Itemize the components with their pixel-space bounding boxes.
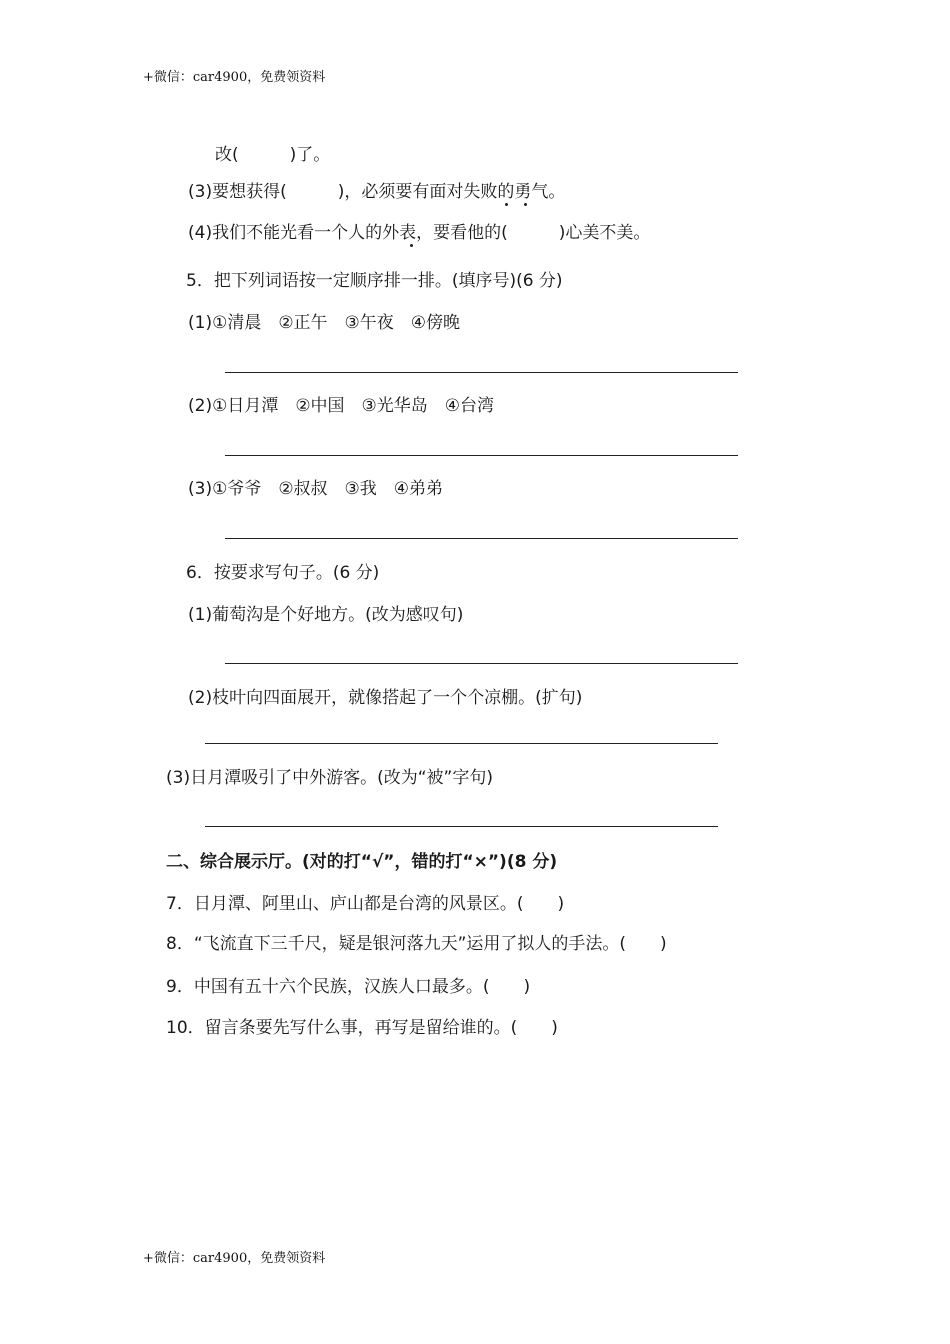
q7-statement: 7．日月潭、阿里山、庐山都是台湾的风景区。( ) <box>166 894 565 914</box>
q5-answer-line-2[interactable] <box>225 455 738 456</box>
q5-answer-line-1[interactable] <box>225 372 738 373</box>
q8-statement: 8．“飞流直下三千尺，疑是银河落九天”运用了拟人的手法。( ) <box>166 934 667 954</box>
q5-title: 5．把下列词语按一定顺序排一排。(填序号)(6 分) <box>186 271 563 291</box>
q5-item-3: (3)①爷爷 ②叔叔 ③我 ④弟弟 <box>188 479 444 499</box>
emphasis-dot <box>505 203 508 206</box>
page-header-watermark: +微信：car4900，免费领资料 <box>143 70 326 85</box>
page-footer-watermark: +微信：car4900，免费领资料 <box>143 1251 326 1266</box>
q4-item-4: (4)我们不能光看一个人的外表，要看他的( )心美不美。 <box>188 223 651 243</box>
q6-answer-line-3[interactable] <box>205 826 718 827</box>
q6-item-1: (1)葡萄沟是个好地方。(改为感叹句) <box>188 605 464 625</box>
q6-item-2: (2)枝叶向四面展开，就像搭起了一个个凉棚。(扩句) <box>188 688 583 708</box>
section-2-title: 二、综合展示厅。(对的打“√”，错的打“×”)(8 分) <box>166 852 558 872</box>
q9-statement: 9．中国有五十六个民族，汉族人口最多。( ) <box>166 977 531 997</box>
emphasis-dot <box>410 244 413 247</box>
q6-answer-line-2[interactable] <box>205 743 718 744</box>
q5-item-1: (1)①清晨 ②正午 ③午夜 ④傍晚 <box>188 313 461 333</box>
emphasis-dot <box>524 203 527 206</box>
q4-line-2-tail: 改( )了。 <box>215 145 331 165</box>
q6-answer-line-1[interactable] <box>225 663 738 664</box>
q5-item-2: (2)①日月潭 ②中国 ③光华岛 ④台湾 <box>188 396 495 416</box>
q5-answer-line-3[interactable] <box>225 538 738 539</box>
q10-statement: 10．留言条要先写什么事，再写是留给谁的。( ) <box>166 1018 558 1038</box>
q6-title: 6．按要求写句子。(6 分) <box>186 563 380 583</box>
q4-item-3: (3)要想获得( )，必须要有面对失败的勇气。 <box>188 182 566 202</box>
q6-item-3: (3)日月潭吸引了中外游客。(改为“被”字句) <box>166 768 493 788</box>
